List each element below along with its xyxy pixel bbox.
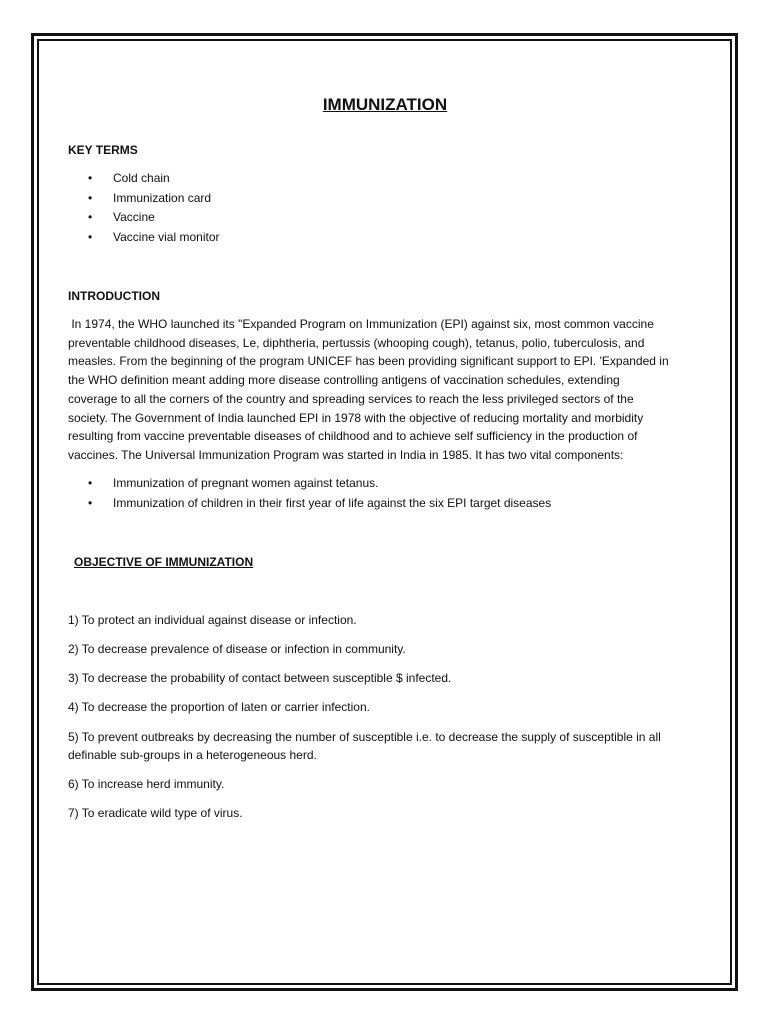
objective-item: 5) To prevent outbreaks by decreasing the number of susceptible i.e. to decrease the supply of susceptible in all	[68, 730, 661, 744]
objective-item: 1) To protect an individual against disease or infection.	[68, 613, 357, 627]
introduction-line: preventable childhood diseases, Le, diphtheria, pertussis (whooping cough), tetanus, polio, tuberculosis, and	[68, 335, 645, 350]
introduction-line: the WHO definition meant adding more disease controlling antigens of vaccination schedules, extending	[68, 373, 620, 388]
objective-item-continuation: definable sub-groups in a heterogeneous herd.	[68, 748, 317, 762]
introduction-paragraph	[68, 315, 698, 465]
introduction-line: coverage to all the corners of the country and spreading services to reach the less privileged sectors of the	[68, 391, 634, 406]
objective-item: 2) To decrease prevalence of disease or infection in community.	[68, 642, 406, 656]
objective-item: 7) To eradicate wild type of virus.	[68, 806, 243, 820]
introduction-heading: INTRODUCTION	[68, 289, 160, 303]
introduction-line: measles. From the beginning of the program UNICEF has been providing significant support to EPI. 'Expanded in	[68, 354, 669, 369]
objective-heading: OBJECTIVE OF IMMUNIZATION	[74, 555, 254, 569]
key-term-item: • Cold chain	[68, 169, 220, 189]
objective-item: 6) To increase herd immunity.	[68, 777, 225, 791]
introduction-line: vaccines. The Universal Immunization Program was started in India in 1985. It has two vital components:	[68, 447, 624, 462]
components-list	[68, 474, 551, 513]
key-term-item: • Vaccine vial monitor	[68, 228, 220, 248]
component-item: • Immunization of pregnant women against tetanus.	[68, 474, 551, 494]
introduction-line: society. The Government of India launched EPI in 1978 with the objective of reducing mortality and morbidity	[68, 410, 644, 425]
key-term-item: • Vaccine	[68, 208, 220, 228]
key-terms-list	[68, 169, 220, 247]
key-terms-heading: KEY TERMS	[68, 143, 138, 157]
component-item: • Immunization of children in their first year of life against the six EPI target diseases	[68, 494, 551, 514]
objective-item: 4) To decrease the proportion of laten or carrier infection.	[68, 700, 370, 714]
page-title: IMMUNIZATION	[322, 95, 448, 114]
introduction-line: In 1974, the WHO launched its "Expanded Program on Immunization (EPI) against six, most common vaccine	[68, 317, 654, 331]
objective-item: 3) To decrease the probability of contact between susceptible $ infected.	[68, 671, 452, 685]
key-term-item: • Immunization card	[68, 189, 220, 209]
introduction-line: resulting from vaccine preventable diseases of childhood and to achieve self sufficiency in the production of	[68, 429, 638, 444]
